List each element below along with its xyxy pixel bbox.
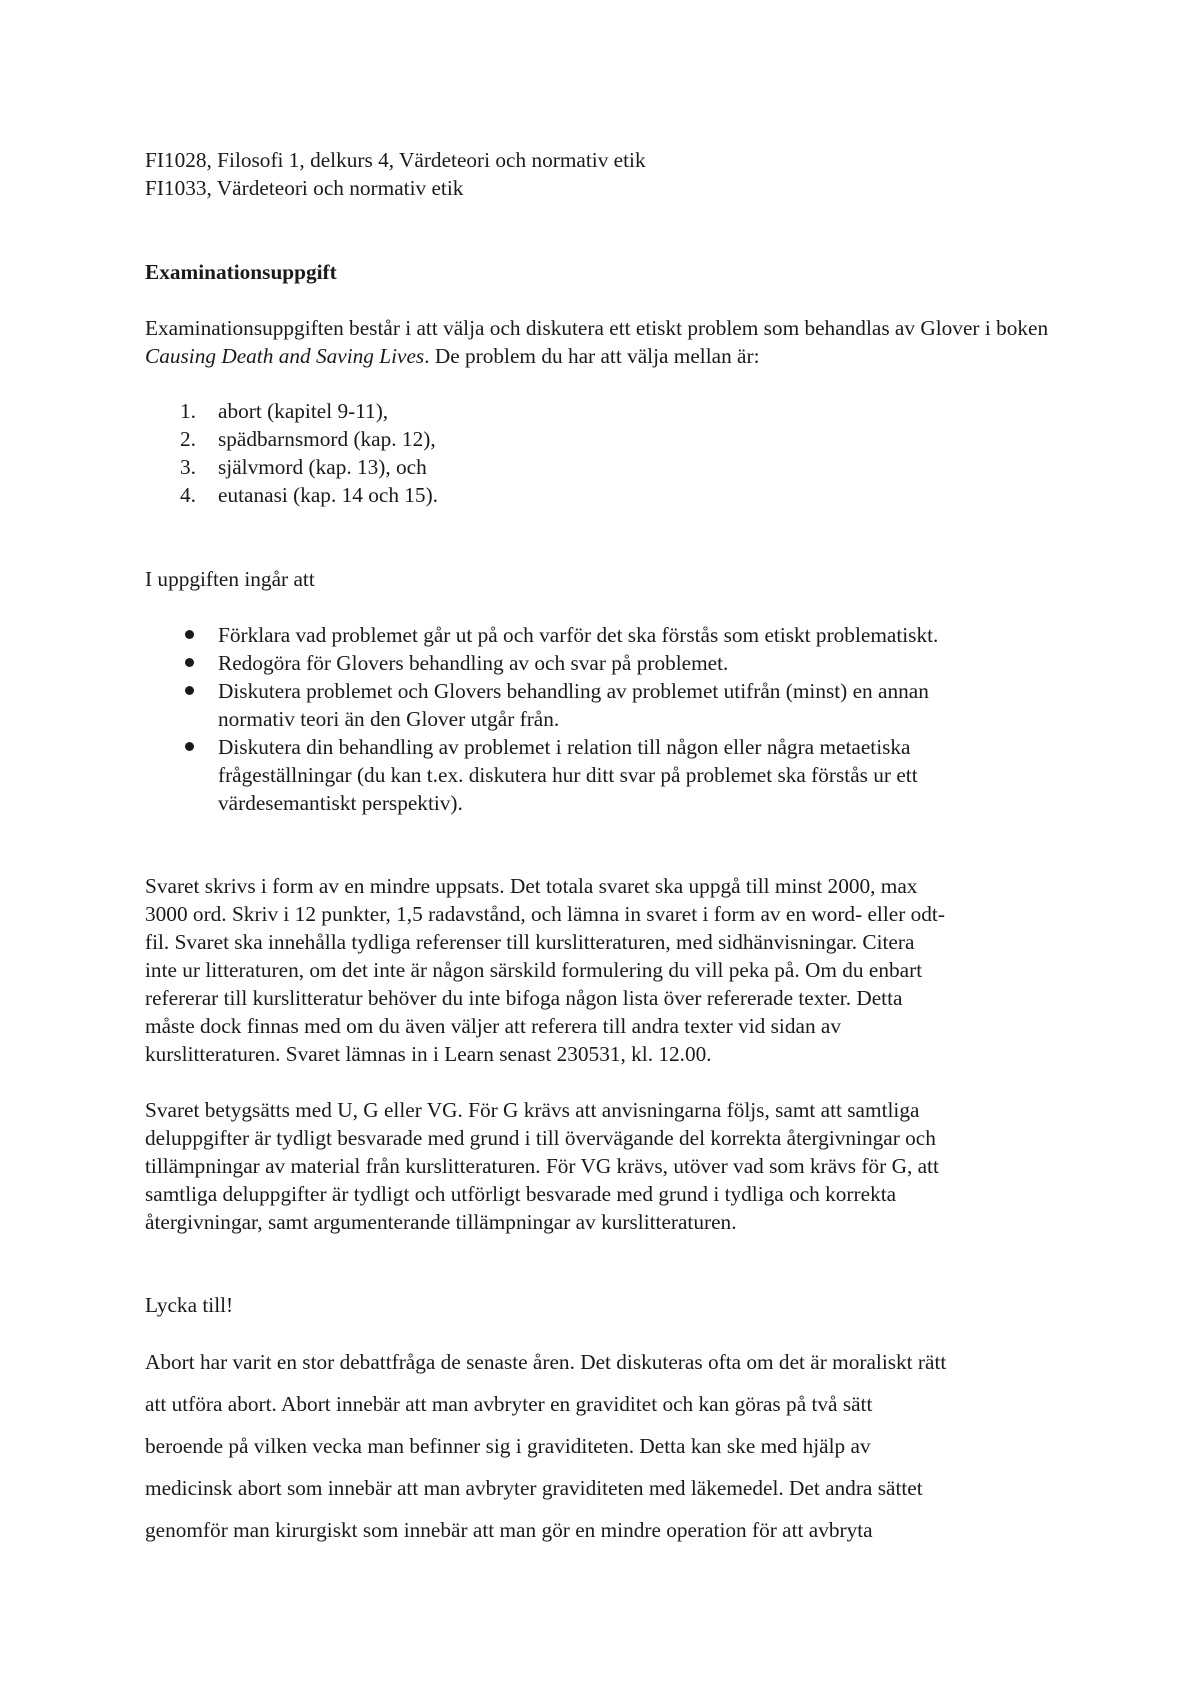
problem-item <box>145 397 1045 425</box>
grading-line: tillämpningar av material från kurslitteraturen. För VG krävs, utöver vad som krävs för G, att <box>145 1154 939 1178</box>
intro-text-end: . De problem du har att välja mellan är: <box>424 344 760 368</box>
instructions-line: refererar till kurslitteratur behöver du inte bifoga någon lista över refererade texter. Detta <box>145 986 903 1010</box>
document-page <box>145 0 1070 1696</box>
book-title: Causing Death and Saving Lives <box>145 344 425 368</box>
grading-line: Svaret betygsätts med U, G eller VG. För G krävs att anvisningarna följs, samt att samtliga <box>145 1098 920 1122</box>
essay-line: genomför man kirurgiskt som innebär att man gör en mindre operation för att avbryta <box>145 1518 873 1542</box>
intro-text-start: Examinationsuppgiften består i att välja och diskutera ett etiskt problem som behandlas av Glover i boken <box>145 316 1049 340</box>
problem-item <box>145 425 1045 453</box>
bullet-icon <box>185 742 194 751</box>
bullet-icon <box>185 630 194 639</box>
problem-item <box>145 481 1045 509</box>
bullet-icon <box>185 658 194 667</box>
essay-line: beroende på vilken vecka man befinner sig i graviditeten. Detta kan ske med hjälp av <box>145 1434 871 1458</box>
task-text-line: normativ teori än den Glover utgår från. <box>218 707 560 731</box>
instructions-line: måste dock finnas med om du även väljer att referera till andra texter vid sidan av <box>145 1014 842 1038</box>
essay-line: att utföra abort. Abort innebär att man avbryter en graviditet och kan göras på två sätt <box>145 1392 873 1416</box>
grading-line: deluppgifter är tydligt besvarade med grund i till övervägande del korrekta återgivningar och <box>145 1126 936 1150</box>
problem-text: självmord (kap. 13), och <box>218 455 427 479</box>
problem-number: 4. <box>180 483 196 507</box>
task-text-line: Diskutera problemet och Glovers behandling av problemet utifrån (minst) en annan <box>218 679 929 703</box>
tasks-intro: I uppgiften ingår att <box>145 567 315 591</box>
instructions-line: Svaret skrivs i form av en mindre uppsats. Det totala svaret ska uppgå till minst 2000, max <box>145 874 918 898</box>
task-text-line: frågeställningar (du kan t.ex. diskutera hur ditt svar på problemet ska förstås ur ett <box>218 763 918 787</box>
task-text-line: värdesemantiskt perspektiv). <box>218 791 463 815</box>
intro-line-2 <box>145 342 760 370</box>
problem-text: spädbarnsmord (kap. 12), <box>218 427 436 451</box>
instructions-line: kurslitteraturen. Svaret lämnas in i Learn senast 230531, kl. 12.00. <box>145 1042 712 1066</box>
task-text-line: Diskutera din behandling av problemet i relation till någon eller några metaetiska <box>218 735 911 759</box>
problem-number: 2. <box>180 427 196 451</box>
task-text-line: Redogöra för Glovers behandling av och svar på problemet. <box>218 651 729 675</box>
essay-line: medicinsk abort som innebär att man avbryter graviditeten med läkemedel. Det andra sättet <box>145 1476 923 1500</box>
problem-text: eutanasi (kap. 14 och 15). <box>218 483 438 507</box>
course-code-line-2: FI1033, Värdeteori och normativ etik <box>145 176 464 200</box>
instructions-line: fil. Svaret ska innehålla tydliga referenser till kurslitteraturen, med sidhänvisningar. Citera <box>145 930 915 954</box>
essay-line: Abort har varit en stor debattfråga de senaste åren. Det diskuteras ofta om det är moraliskt rätt <box>145 1350 947 1374</box>
problem-item <box>145 453 1045 481</box>
grading-line: samtliga deluppgifter är tydligt och utförligt besvarade med grund i tydliga och korrekta <box>145 1182 897 1206</box>
task-text-line: Förklara vad problemet går ut på och varför det ska förstås som etiskt problematiskt. <box>218 623 939 647</box>
closing-text: Lycka till! <box>145 1293 234 1317</box>
document-title: Examinationsuppgift <box>145 260 337 284</box>
problem-text: abort (kapitel 9-11), <box>218 399 389 423</box>
grading-line: återgivningar, samt argumenterande tillämpningar av kurslitteraturen. <box>145 1210 737 1234</box>
instructions-line: inte ur litteraturen, om det inte är någon särskild formulering du vill peka på. Om du enbart <box>145 958 923 982</box>
instructions-line: 3000 ord. Skriv i 12 punkter, 1,5 radavstånd, och lämna in svaret i form av en word- eller odt- <box>145 902 945 926</box>
intro-line-1 <box>145 314 1048 342</box>
problem-number: 1. <box>180 399 196 423</box>
bullet-icon <box>185 686 194 695</box>
course-code-line-1: FI1028, Filosofi 1, delkurs 4, Värdeteori och normativ etik <box>145 148 646 172</box>
problem-number: 3. <box>180 455 196 479</box>
